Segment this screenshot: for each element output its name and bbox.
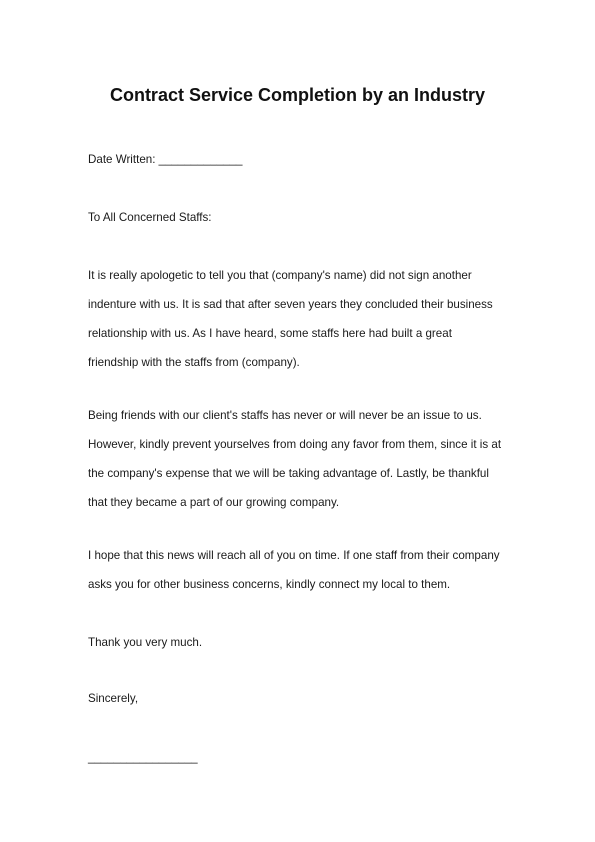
paragraph-line: that they became a part of our growing company. (88, 496, 340, 509)
thanks-line: Thank you very much. (88, 636, 203, 649)
paragraph-line: indenture with us. It is sad that after seven years they concluded their business (88, 298, 493, 311)
paragraph-line: the company's expense that we will be taking advantage of. Lastly, be thankful (88, 467, 489, 480)
date-written-line: Date Written: _____________ (88, 153, 243, 166)
closing-line: Sincerely, (88, 692, 139, 705)
paragraph-line: It is really apologetic to tell you that (company's name) did not sign another (88, 269, 472, 282)
salutation: To All Concerned Staffs: (88, 211, 212, 224)
paragraph-line: I hope that this news will reach all of you on time. If one staff from their company (88, 549, 500, 562)
document-title: Contract Service Completion by an Industry (109, 85, 486, 105)
paragraph-line: friendship with the staffs from (company). (88, 356, 300, 369)
paragraph-line: relationship with us. As I have heard, some staffs here had built a great (88, 327, 452, 340)
paragraph-line: asks you for other business concerns, kindly connect my local to them. (88, 578, 451, 591)
signature-line: _________________ (88, 751, 198, 764)
paragraph-line: However, kindly prevent yourselves from doing any favor from them, since it is at (88, 438, 502, 451)
paragraph-line: Being friends with our client's staffs has never or will never be an issue to us. (88, 409, 482, 422)
